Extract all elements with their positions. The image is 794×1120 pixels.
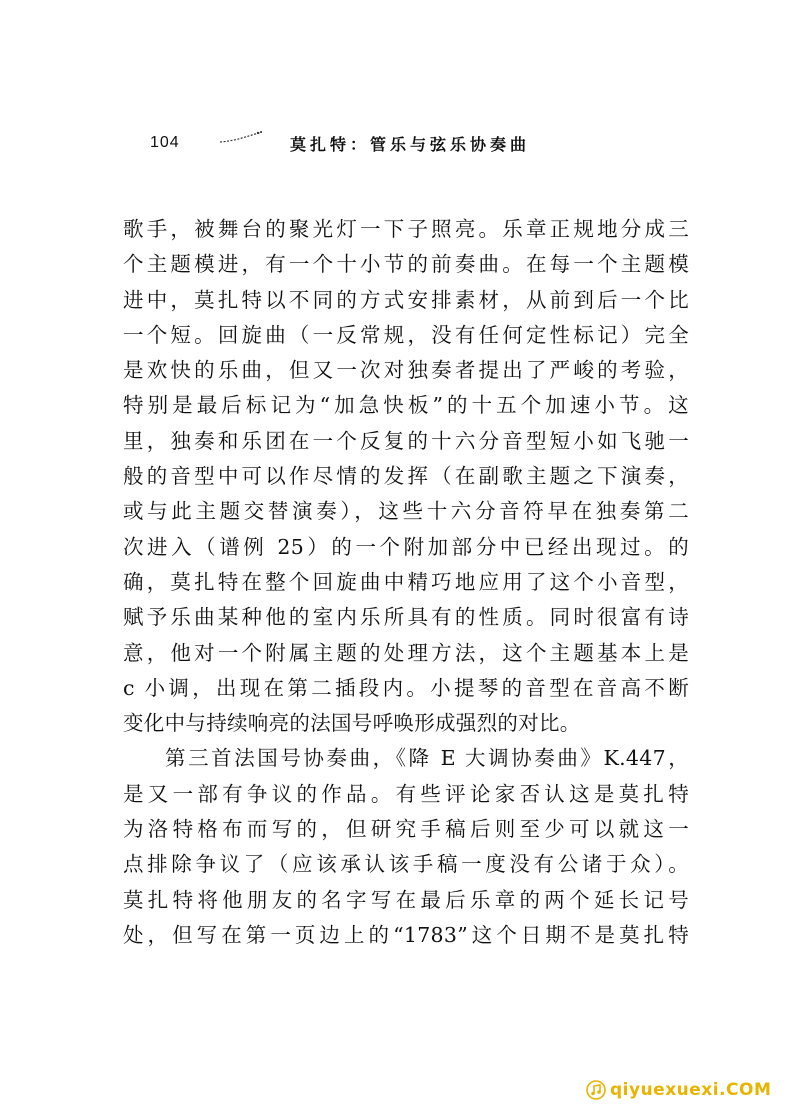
text-line: c 小调，出现在第二插段内。小提琴的音型在音高不断 [123, 675, 689, 700]
text-line: 赋予乐曲某种他的室内乐所具有的性质。同时很富有诗 [123, 605, 689, 630]
watermark-text: qiyuexuexi.COM [610, 1080, 772, 1100]
text-line: 次进入（谱例 25）的一个附加部分中已经出现过。的 [123, 534, 689, 559]
text-line: 处，但写在第一页边上的“1783”这个日期不是莫扎特 [123, 922, 689, 947]
text-line: 是欢快的乐曲，但又一次对独奏者提出了严峻的考验， [123, 358, 689, 383]
text-line: 为洛特格布而写的，但研究手稿后则至少可以就这一 [123, 817, 689, 842]
text-line: 确，莫扎特在整个回旋曲中精巧地应用了这个小音型， [123, 569, 689, 594]
watermark [586, 1078, 772, 1104]
text-line: 意，他对一个附属主题的处理方法，这个主题基本上是 [123, 640, 689, 665]
body-text [123, 212, 689, 953]
text-line: 个主题模进，有一个十小节的前奏曲。在每一个主题模 [123, 252, 689, 277]
page-number: 104 [150, 134, 180, 151]
text-line: 莫扎特将他朋友的名字写在最后乐章的两个延长记号 [123, 887, 689, 912]
page-header [150, 130, 650, 160]
text-line: 里，独奏和乐团在一个反复的十六分音型短小如飞驰一 [123, 428, 689, 453]
running-title: 莫扎特：管乐与弦乐协奏曲 [290, 135, 531, 154]
text-line: 歌手，被舞台的聚光灯一下子照亮。乐章正规地分成三 [123, 217, 689, 241]
text-line: 般的音型中可以作尽情的发挥（在副歌主题之下演奏， [123, 464, 689, 489]
text-line: 是又一部有争议的作品。有些评论家否认这是莫扎特 [123, 781, 689, 806]
paragraph-start-line: 第三首法国号协奏曲，《降 E 大调协奏曲》K.447， [165, 746, 689, 771]
text-line: 进中，莫扎特以不同的方式安排素材，从前到后一个比 [123, 287, 689, 312]
text-line: 或与此主题交替演奏），这些十六分音符早在独奏第二 [123, 499, 689, 524]
text-line: 一个短。回旋曲（一反常规，没有任何定性标记）完全 [123, 322, 689, 347]
text-line: 变化中与持续响亮的法国号呼唤形成强烈的对比。 [123, 711, 581, 736]
header-ornament-icon [218, 130, 264, 146]
text-line: 点排除争议了（应该承认该手稿一度没有公诸于众）。 [123, 852, 689, 877]
music-note-icon [586, 1080, 606, 1100]
text-line: 特别是最后标记为“加急快板”的十五个加速小节。这 [123, 393, 689, 418]
